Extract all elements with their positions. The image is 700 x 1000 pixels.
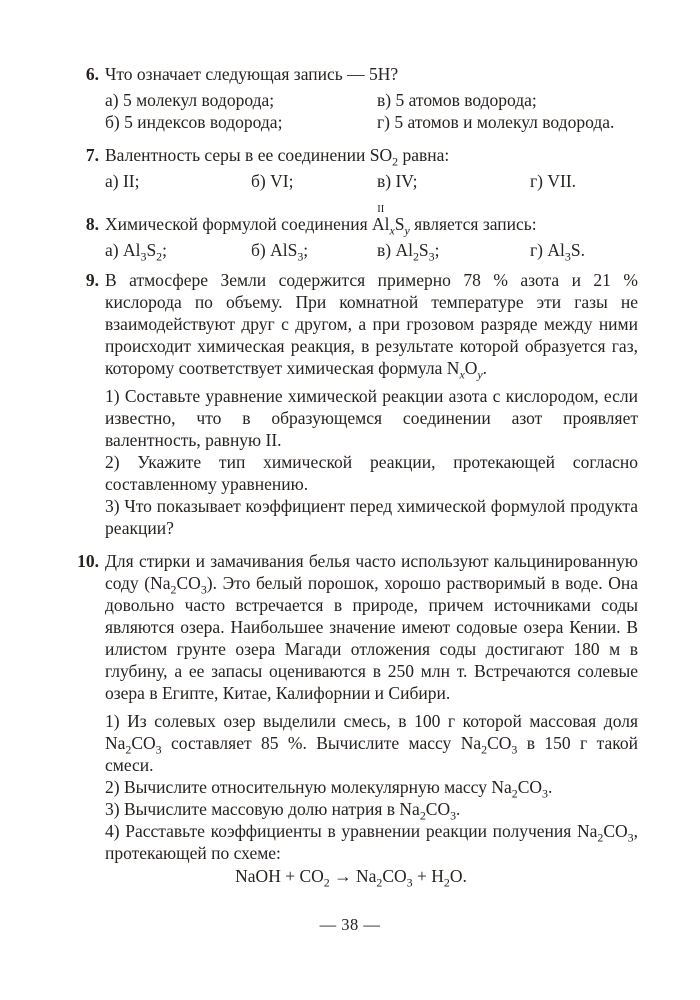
page-number: — 38 — [319,915,381,934]
question-7-number: 7. [85,145,99,165]
question-10-subitem-4: 4) Расставьте коэффициенты в уравнении реакции получения $Na_2CO_3$, протекающей по схеме: [105,821,638,863]
question-7 [85,144,638,192]
question-10 [77,550,638,890]
question-8-option-b: б) AlS$_3$; [251,240,309,264]
question-6-number: 6. [85,64,99,84]
question-10-subitem-1: 1) Из солевых озер выделили смесь, в 100 г которой массовая доля $Na_2CO_3$ составляет 85 %. Вычислите массу $Na_2CO_3$ в 150 г такой смеси. [105,711,638,775]
question-10-subitem-2: 2) Вычислите относительную молекулярную массу $Na_2CO_3$. [105,777,553,801]
question-8-prompt: Химической формулой соединения II $Al_xS_y$ является запись: [105,203,537,238]
question-10-intro: Для стирки и замачивания белья часто используют кальцинированную соду $(Na_2CO_3)$. Это белый порошок, хорошо растворимый в воде. Она довольно часто встречается в природе, причем источниками соды являются озера. Наибольшее значение имеют содовые озера Кении. В илистом грунте озера Магади отложения соды достигают 180 м в глубину, а ее запасы оцениваются в 250 млн т. Встречаются солевые озера в Египте, Китае, Калифорнии и Сибири. [105,551,638,703]
question-8-option-a: а) $Al_3S_2$; [105,240,167,264]
question-7-option-a: а) II; [105,171,140,191]
question-6-options [105,89,638,133]
question-7-option-g: г) VII. [530,171,577,191]
question-8-number: 8. [85,214,99,234]
valence-mark: II Al [372,203,390,234]
question-7-option-v: в) IV; [377,171,418,191]
question-9-subitem-2: 2) Укажите тип химической реакции, протекающей согласно составленному уравнению. [105,452,638,494]
question-6-option-b: б) 5 индексов водорода; [105,112,283,132]
question-8-options [105,239,638,264]
question-6 [85,63,638,133]
question-10-number: 10. [77,551,99,571]
question-6-prompt: Что означает следующая запись — 5H? [105,64,399,84]
question-9-subitem-1: 1) Составьте уравнение химической реакции азота с кислородом, если известно, что в образующемся соединении азот проявляет валентность, равную II. [105,386,638,450]
question-7-option-b: б) VI; [251,171,294,191]
question-6-option-v: в) 5 атомов водорода; [377,90,537,110]
question-7-options [105,170,638,192]
chemical-equation: NaOH + $CO_2 \to Na_2CO_3 + H_2O$. [235,866,467,890]
question-7-prompt: Валентность серы в ее соединении $SO_2$ равна: [105,145,450,169]
question-10-subitem-3: 3) Вычислите массовую долю натрия в $Na_2CO_3$. [105,799,461,823]
question-9-number: 9. [85,270,99,290]
question-6-option-a: а) 5 молекул водорода; [105,90,275,110]
question-8-option-v: в) $Al_2S_3$; [377,240,440,264]
question-9-subitem-3: 3) Что показывает коэффициент перед химической формулой продукта реакции? [105,496,638,538]
question-9 [85,269,638,539]
question-9-intro: В атмосфере Земли содержится примерно 78 % азота и 21 % кислорода по объему. При комнатной температуре эти газы не взаимодействуют друг с другом, а при грозовом разряде между ними происходит химическая реакция, в результате которой образуется газ, которому соответствует химическая формула $N_xO_y$. [105,270,638,382]
question-8-option-g: г) $Al_3S$. [530,240,585,264]
question-6-option-g: г) 5 атомов и молекул водорода. [377,112,615,132]
question-8 [85,203,638,264]
